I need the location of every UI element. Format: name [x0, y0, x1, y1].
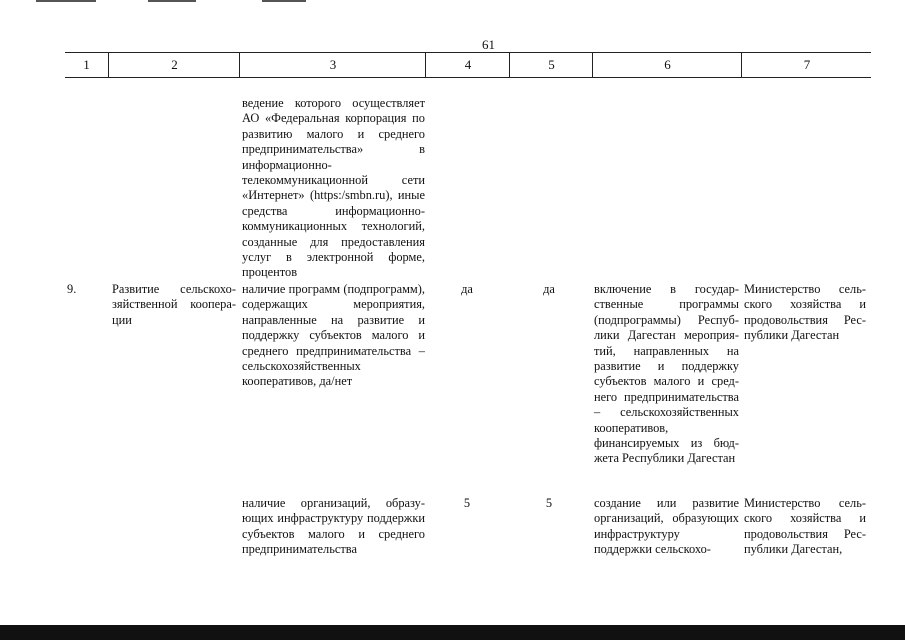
- continuation-indicator-text: ведение которого осуществляет АО «Федеральная корпорация по развитию малого и среднего предпринимательства» в информационно-телекоммуникационной сети «Интернет» (https:/smbn.ru), иные средства информационно-коммуникационных технологий, созданные для предоставления услуг в электронной форме, процентов: [242, 96, 425, 280]
- header-col-4: 4: [425, 53, 510, 77]
- header-col-5: 5: [509, 53, 593, 77]
- measure-text: создание или развитие организаций, образующих инфраструктуру поддержки сельскохо-: [594, 496, 739, 557]
- scan-bottom-edge: [0, 625, 905, 640]
- header-col-1: 1: [83, 57, 90, 72]
- scan-artifact: [262, 0, 306, 2]
- indicator-text: наличие организаций, образующих инфраструктуру поддержки субъектов малого и среднего предпринимательства: [242, 496, 425, 557]
- header-col-2: 2: [108, 53, 240, 77]
- measure-text: включение в государственные программы (подпрограммы) Республики Дагестан мероприятий, направленных на развитие и поддержку субъектов малого и среднего предпринимательства – сельскохозяйственных кооперативов, финансируемых из бюджета Республики Дагестан: [594, 282, 739, 466]
- value-col-5: да: [543, 282, 555, 296]
- header-col-3: 3: [239, 53, 426, 77]
- responsible-body: Министерство сельского хозяйства и продовольствия Республики Дагестан,: [744, 496, 866, 557]
- header-bottom-rule: [65, 77, 871, 78]
- page-number: 61: [482, 37, 495, 52]
- scan-artifact: [148, 0, 196, 2]
- responsible-body: Министерство сельского хозяйства и продовольствия Республики Дагестан: [744, 282, 866, 343]
- value-col-4: да: [461, 282, 473, 296]
- header-col-6: 6: [592, 53, 742, 77]
- indicator-text: наличие программ (подпрограмм), содержащих мероприятия, направленные на развитие и поддержку субъектов малого и среднего предпринимательства – сельскохозяйственных кооперативов, да/нет: [242, 282, 425, 389]
- scan-artifact: [36, 0, 96, 2]
- value-col-4: 5: [463, 496, 471, 510]
- header-col-7: 7: [741, 53, 872, 77]
- value-col-5: 5: [545, 496, 553, 510]
- direction-name: Развитие сельскохозяйственной кооперации: [112, 282, 236, 327]
- row-number: 9.: [67, 282, 77, 296]
